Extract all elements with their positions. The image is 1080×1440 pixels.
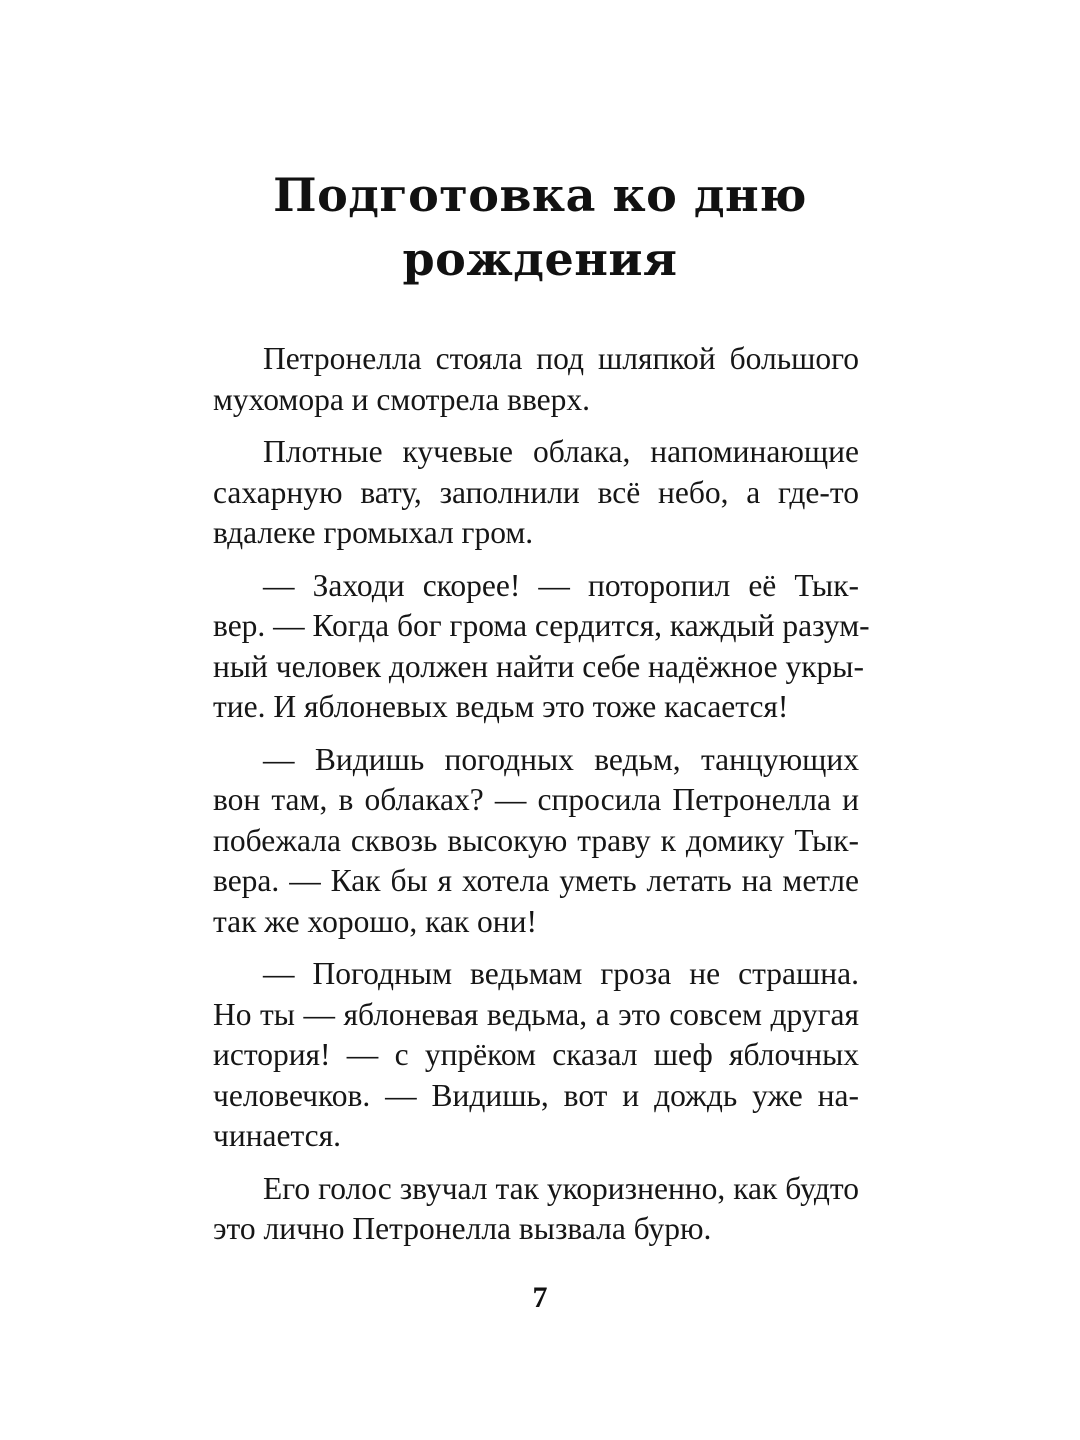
text-line: Плотные кучевые облака, напоминающие xyxy=(263,434,859,469)
paragraph xyxy=(213,432,859,554)
chapter-body xyxy=(213,339,870,1262)
chapter-title-line: Подготовка ко дню xyxy=(273,168,807,222)
text-line: Петронелла стояла под шляпкой большого xyxy=(263,341,859,376)
text-line: история! — с упрёком сказал шеф яблочных xyxy=(213,1037,859,1072)
text-line: сахарную вату, заполнили всё небо, а где-то xyxy=(213,474,859,510)
text-line: мухомора и смотрела вверх. xyxy=(213,381,591,417)
text-line: побежала сквозь высокую траву к домику Тык- xyxy=(213,822,859,858)
text-line: так же хорошо, как они! xyxy=(213,903,538,939)
text-line: человечков. — Видишь, вот и дождь уже на- xyxy=(213,1077,859,1113)
text-line: Но ты — яблоневая ведьма, а это совсем другая xyxy=(213,996,859,1032)
paragraph xyxy=(213,740,859,943)
text-line: тие. И яблоневых ведьм это тоже касается! xyxy=(213,689,789,724)
text-line: чинается. xyxy=(213,1118,342,1153)
paragraph xyxy=(213,1169,859,1250)
text-line: вон там, в облаках? — спросила Петронелла и xyxy=(213,782,859,817)
text-line: это лично Петронелла вызвала бурю. xyxy=(213,1211,712,1246)
chapter-title-line: рождения xyxy=(402,232,678,286)
page-number: 7 xyxy=(532,1281,548,1314)
paragraph xyxy=(213,339,859,420)
text-line: — Заходи скорее! — поторопил её Тык- xyxy=(263,567,859,603)
text-line: Его голос звучал так укоризненно, как будто xyxy=(263,1170,859,1206)
paragraph xyxy=(213,954,859,1157)
text-line: ный человек должен найти себе надёжное укры- xyxy=(213,648,864,684)
text-line: вдалеке громыхал гром. xyxy=(213,515,534,550)
text-line: — Видишь погодных ведьм, танцующих xyxy=(263,741,859,777)
chapter-title xyxy=(0,163,1080,291)
paragraph xyxy=(213,566,870,728)
text-line: — Погодным ведьмам гроза не страшна. xyxy=(263,956,859,991)
text-line: вер. — Когда бог грома сердится, каждый разум- xyxy=(213,608,870,643)
text-line: вера. — Как бы я хотела уметь летать на метле xyxy=(213,863,859,898)
